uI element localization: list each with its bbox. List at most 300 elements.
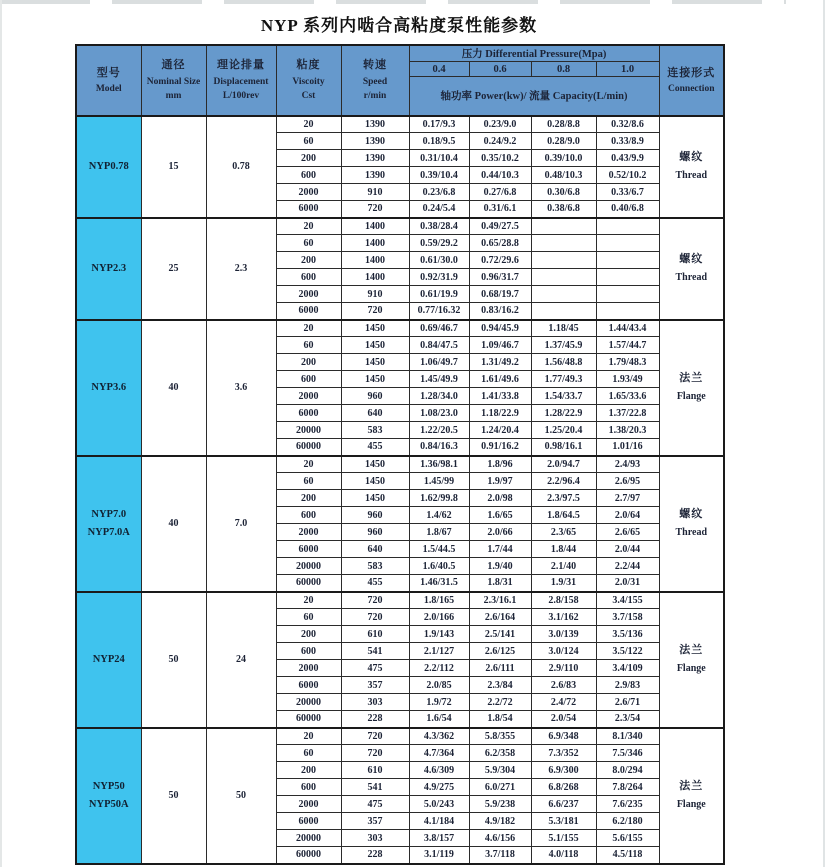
speed-cell: 1450 [341,320,409,337]
power-capacity-cell-p1: 1.9/97 [469,473,531,490]
power-capacity-cell-p0: 3.1/119 [409,847,469,864]
power-capacity-cell-p3: 6.2/180 [596,813,659,830]
viscosity-cell: 6000 [276,405,341,422]
viscosity-cell: 2000 [276,286,341,303]
viscosity-cell: 20 [276,116,341,133]
power-capacity-cell-p2: 5.1/155 [531,830,596,847]
displacement-cell: 50 [206,728,276,864]
power-capacity-cell-p3: 1.38/20.3 [596,422,659,439]
power-capacity-cell-p0: 0.39/10.4 [409,167,469,184]
power-capacity-cell-p3: 0.40/6.8 [596,201,659,218]
power-capacity-cell-p2: 6.8/268 [531,779,596,796]
power-capacity-cell-p2: 2.0/54 [531,711,596,728]
viscosity-cell: 60 [276,473,341,490]
performance-table-wrap [75,44,723,865]
power-capacity-cell-p1: 1.8/54 [469,711,531,728]
header-pressure-1.0: 1.0 [596,62,659,77]
power-capacity-cell-p1: 2.5/141 [469,626,531,643]
power-capacity-cell-p3: 2.3/54 [596,711,659,728]
power-capacity-cell-p3: 2.0/44 [596,541,659,558]
power-capacity-cell-p3: 8.0/294 [596,762,659,779]
viscosity-cell: 60 [276,235,341,252]
power-capacity-cell-p1: 1.7/44 [469,541,531,558]
table-row [76,728,724,745]
displacement-cell: 2.3 [206,218,276,320]
power-capacity-cell-p1: 2.0/98 [469,490,531,507]
power-capacity-cell-p0: 0.84/16.3 [409,439,469,456]
power-capacity-cell-p1: 1.9/40 [469,558,531,575]
power-capacity-cell-p0: 1.9/72 [409,694,469,711]
power-capacity-cell-p0: 5.0/243 [409,796,469,813]
power-capacity-cell-p0: 3.8/157 [409,830,469,847]
power-capacity-cell-p1: 0.24/9.2 [469,133,531,150]
power-capacity-cell-p3: 1.57/44.7 [596,337,659,354]
power-capacity-cell-p2: 6.6/237 [531,796,596,813]
power-capacity-cell-p1: 0.83/16.2 [469,303,531,320]
viscosity-cell: 2000 [276,184,341,201]
power-capacity-cell-p2: 0.30/6.8 [531,184,596,201]
power-capacity-cell-p2: 1.77/49.3 [531,371,596,388]
viscosity-cell: 200 [276,626,341,643]
nominal-size-cell: 40 [141,320,206,456]
speed-cell: 1400 [341,235,409,252]
power-capacity-cell-p1: 0.65/28.8 [469,235,531,252]
power-capacity-cell-p2: 0.39/10.0 [531,150,596,167]
viscosity-cell: 20 [276,456,341,473]
power-capacity-cell-p1: 2.6/125 [469,643,531,660]
power-capacity-cell-p3: 2.6/65 [596,524,659,541]
power-capacity-cell-p0: 4.3/362 [409,728,469,745]
power-capacity-cell-p1: 0.23/9.0 [469,116,531,133]
power-capacity-cell-p2: 3.0/139 [531,626,596,643]
power-capacity-cell-p1: 2.2/72 [469,694,531,711]
viscosity-cell: 6000 [276,677,341,694]
power-capacity-cell-p3: 3.4/155 [596,592,659,609]
viscosity-cell: 20000 [276,558,341,575]
speed-cell: 357 [341,813,409,830]
power-capacity-cell-p1: 0.94/45.9 [469,320,531,337]
connection-cell: 法兰 Flange [659,320,724,456]
viscosity-cell: 6000 [276,813,341,830]
viscosity-cell: 60 [276,609,341,626]
power-capacity-cell-p0: 2.2/112 [409,660,469,677]
viscosity-cell: 600 [276,371,341,388]
power-capacity-cell-p2 [531,303,596,320]
viscosity-cell: 20000 [276,422,341,439]
speed-cell: 960 [341,524,409,541]
speed-cell: 910 [341,286,409,303]
power-capacity-cell-p3: 1.37/22.8 [596,405,659,422]
viscosity-cell: 60000 [276,847,341,864]
power-capacity-cell-p2: 1.25/20.4 [531,422,596,439]
performance-table [75,44,725,865]
viscosity-cell: 600 [276,643,341,660]
power-capacity-cell-p2: 2.3/97.5 [531,490,596,507]
speed-cell: 541 [341,779,409,796]
table-row [76,320,724,337]
power-capacity-cell-p2: 1.28/22.9 [531,405,596,422]
power-capacity-cell-p3 [596,235,659,252]
speed-cell: 1400 [341,269,409,286]
power-capacity-cell-p2: 1.54/33.7 [531,388,596,405]
header-pressure-0.6: 0.6 [469,62,531,77]
power-capacity-cell-p0: 1.62/99.8 [409,490,469,507]
power-capacity-cell-p0: 1.6/54 [409,711,469,728]
speed-cell: 583 [341,558,409,575]
speed-cell: 1450 [341,490,409,507]
model-cell: NYP50 NYP50A [76,728,141,864]
power-capacity-cell-p3: 2.2/44 [596,558,659,575]
power-capacity-cell-p1: 1.09/46.7 [469,337,531,354]
speed-cell: 1390 [341,150,409,167]
power-capacity-cell-p1: 5.9/304 [469,762,531,779]
speed-cell: 228 [341,711,409,728]
power-capacity-cell-p1: 1.6/65 [469,507,531,524]
power-capacity-cell-p0: 1.36/98.1 [409,456,469,473]
nominal-size-cell: 50 [141,592,206,728]
power-capacity-cell-p0: 0.31/10.4 [409,150,469,167]
displacement-cell: 24 [206,592,276,728]
model-cell: NYP2.3 [76,218,141,320]
power-capacity-cell-p0: 1.06/49.7 [409,354,469,371]
header-model: 型号 Model [76,45,141,116]
power-capacity-cell-p2: 0.38/6.8 [531,201,596,218]
speed-cell: 720 [341,728,409,745]
connection-cell: 法兰 Flange [659,592,724,728]
speed-cell: 960 [341,388,409,405]
power-capacity-cell-p0: 1.45/99 [409,473,469,490]
model-cell: NYP7.0 NYP7.0A [76,456,141,592]
viscosity-cell: 20 [276,592,341,609]
viscosity-cell: 60000 [276,575,341,592]
power-capacity-cell-p0: 4.6/309 [409,762,469,779]
table-row [76,456,724,473]
viscosity-cell: 600 [276,167,341,184]
power-capacity-cell-p2: 2.6/83 [531,677,596,694]
power-capacity-cell-p2: 0.48/10.3 [531,167,596,184]
power-capacity-cell-p3: 7.6/235 [596,796,659,813]
viscosity-cell: 2000 [276,660,341,677]
speed-cell: 720 [341,592,409,609]
speed-cell: 1450 [341,337,409,354]
power-capacity-cell-p2 [531,269,596,286]
speed-cell: 720 [341,745,409,762]
speed-cell: 640 [341,405,409,422]
speed-cell: 1450 [341,371,409,388]
power-capacity-cell-p1: 0.91/16.2 [469,439,531,456]
power-capacity-cell-p0: 1.45/49.9 [409,371,469,388]
power-capacity-cell-p2: 2.4/72 [531,694,596,711]
power-capacity-cell-p2 [531,218,596,235]
power-capacity-cell-p3: 2.0/64 [596,507,659,524]
table-body [76,116,724,864]
power-capacity-cell-p1: 0.31/6.1 [469,201,531,218]
table-row [76,116,724,133]
power-capacity-cell-p1: 4.9/182 [469,813,531,830]
table-row [76,218,724,235]
power-capacity-cell-p3: 0.32/8.6 [596,116,659,133]
speed-cell: 455 [341,575,409,592]
viscosity-cell: 20 [276,218,341,235]
power-capacity-cell-p3: 1.65/33.6 [596,388,659,405]
speed-cell: 1450 [341,456,409,473]
displacement-cell: 3.6 [206,320,276,456]
power-capacity-cell-p0: 4.7/364 [409,745,469,762]
power-capacity-cell-p1: 0.96/31.7 [469,269,531,286]
speed-cell: 1400 [341,252,409,269]
speed-cell: 303 [341,694,409,711]
page-title: NYP 系列内啮合高粘度泵性能参数 [260,16,538,35]
header-connection: 连接形式 Connection [659,45,724,116]
viscosity-cell: 2000 [276,524,341,541]
speed-cell: 1450 [341,354,409,371]
power-capacity-cell-p0: 0.18/9.5 [409,133,469,150]
power-capacity-cell-p0: 1.8/67 [409,524,469,541]
power-capacity-cell-p0: 0.59/29.2 [409,235,469,252]
speed-cell: 960 [341,507,409,524]
speed-cell: 720 [341,201,409,218]
power-capacity-cell-p3: 2.6/71 [596,694,659,711]
viscosity-cell: 20000 [276,830,341,847]
viscosity-cell: 200 [276,150,341,167]
power-capacity-cell-p3: 3.7/158 [596,609,659,626]
speed-cell: 1390 [341,167,409,184]
power-capacity-cell-p1: 1.18/22.9 [469,405,531,422]
nominal-size-cell: 50 [141,728,206,864]
power-capacity-cell-p0: 1.4/62 [409,507,469,524]
speed-cell: 640 [341,541,409,558]
viscosity-cell: 20 [276,728,341,745]
power-capacity-cell-p0: 1.08/23.0 [409,405,469,422]
viscosity-cell: 60 [276,133,341,150]
model-cell: NYP0.78 [76,116,141,218]
header-power-capacity: 轴功率 Power(kw)/ 流量 Capacity(L/min) [409,77,659,116]
power-capacity-cell-p2: 6.9/348 [531,728,596,745]
scan-edge-top [0,0,786,4]
viscosity-cell: 20000 [276,694,341,711]
viscosity-cell: 200 [276,762,341,779]
table-row [76,592,724,609]
power-capacity-cell-p0: 4.1/184 [409,813,469,830]
power-capacity-cell-p2: 0.28/8.8 [531,116,596,133]
power-capacity-cell-p0: 1.28/34.0 [409,388,469,405]
model-cell: NYP24 [76,592,141,728]
power-capacity-cell-p1: 1.31/49.2 [469,354,531,371]
power-capacity-cell-p2: 0.28/9.0 [531,133,596,150]
power-capacity-cell-p1: 1.41/33.8 [469,388,531,405]
speed-cell: 1400 [341,218,409,235]
power-capacity-cell-p2: 1.56/48.8 [531,354,596,371]
power-capacity-cell-p3: 1.01/16 [596,439,659,456]
displacement-cell: 7.0 [206,456,276,592]
connection-cell: 螺纹 Thread [659,116,724,218]
speed-cell: 357 [341,677,409,694]
header-pressure-title: 压力 Differential Pressure(Mpa) [409,45,659,62]
power-capacity-cell-p0: 0.38/28.4 [409,218,469,235]
scan-edge-left [0,0,2,867]
power-capacity-cell-p3: 2.9/83 [596,677,659,694]
viscosity-cell: 60000 [276,711,341,728]
power-capacity-cell-p2: 1.8/64.5 [531,507,596,524]
speed-cell: 475 [341,660,409,677]
power-capacity-cell-p3: 1.79/48.3 [596,354,659,371]
power-capacity-cell-p1: 0.27/6.8 [469,184,531,201]
power-capacity-cell-p2: 1.9/31 [531,575,596,592]
power-capacity-cell-p0: 0.17/9.3 [409,116,469,133]
power-capacity-cell-p3: 2.7/97 [596,490,659,507]
power-capacity-cell-p1: 3.7/118 [469,847,531,864]
speed-cell: 1450 [341,473,409,490]
power-capacity-cell-p1: 4.6/156 [469,830,531,847]
nominal-size-cell: 25 [141,218,206,320]
speed-cell: 720 [341,609,409,626]
power-capacity-cell-p0: 0.92/31.9 [409,269,469,286]
power-capacity-cell-p3: 7.8/264 [596,779,659,796]
power-capacity-cell-p1: 2.6/164 [469,609,531,626]
speed-cell: 1390 [341,116,409,133]
speed-cell: 228 [341,847,409,864]
power-capacity-cell-p3 [596,286,659,303]
power-capacity-cell-p0: 0.23/6.8 [409,184,469,201]
power-capacity-cell-p3 [596,303,659,320]
power-capacity-cell-p1: 2.3/84 [469,677,531,694]
header-pressure-0.4: 0.4 [409,62,469,77]
power-capacity-cell-p1: 6.0/271 [469,779,531,796]
speed-cell: 610 [341,762,409,779]
power-capacity-cell-p3 [596,218,659,235]
viscosity-cell: 60000 [276,439,341,456]
power-capacity-cell-p3: 2.4/93 [596,456,659,473]
power-capacity-cell-p0: 0.61/19.9 [409,286,469,303]
power-capacity-cell-p3: 0.33/8.9 [596,133,659,150]
power-capacity-cell-p0: 1.5/44.5 [409,541,469,558]
model-cell: NYP3.6 [76,320,141,456]
power-capacity-cell-p3: 2.6/95 [596,473,659,490]
power-capacity-cell-p2: 6.9/300 [531,762,596,779]
viscosity-cell: 200 [276,252,341,269]
power-capacity-cell-p2: 1.37/45.9 [531,337,596,354]
power-capacity-cell-p0: 1.8/165 [409,592,469,609]
power-capacity-cell-p2: 2.3/65 [531,524,596,541]
power-capacity-cell-p1: 0.35/10.2 [469,150,531,167]
viscosity-cell: 60 [276,337,341,354]
connection-cell: 螺纹 Thread [659,218,724,320]
power-capacity-cell-p1: 2.6/111 [469,660,531,677]
viscosity-cell: 20 [276,320,341,337]
power-capacity-cell-p0: 0.61/30.0 [409,252,469,269]
power-capacity-cell-p3: 7.5/346 [596,745,659,762]
power-capacity-cell-p2: 2.2/96.4 [531,473,596,490]
viscosity-cell: 6000 [276,201,341,218]
power-capacity-cell-p1: 2.0/66 [469,524,531,541]
power-capacity-cell-p2: 3.1/162 [531,609,596,626]
power-capacity-cell-p0: 0.77/16.32 [409,303,469,320]
power-capacity-cell-p1: 0.68/19.7 [469,286,531,303]
power-capacity-cell-p1: 1.24/20.4 [469,422,531,439]
power-capacity-cell-p0: 4.9/275 [409,779,469,796]
power-capacity-cell-p1: 1.8/31 [469,575,531,592]
viscosity-cell: 2000 [276,796,341,813]
power-capacity-cell-p0: 2.1/127 [409,643,469,660]
power-capacity-cell-p2 [531,286,596,303]
power-capacity-cell-p3: 3.5/136 [596,626,659,643]
power-capacity-cell-p2 [531,252,596,269]
power-capacity-cell-p2: 2.0/94.7 [531,456,596,473]
power-capacity-cell-p3: 8.1/340 [596,728,659,745]
power-capacity-cell-p3: 0.33/6.7 [596,184,659,201]
power-capacity-cell-p3 [596,252,659,269]
scan-edge-right [823,0,825,867]
power-capacity-cell-p3: 5.6/155 [596,830,659,847]
power-capacity-cell-p2: 5.3/181 [531,813,596,830]
power-capacity-cell-p0: 1.6/40.5 [409,558,469,575]
viscosity-cell: 200 [276,354,341,371]
header-nominal-size: 通径 Nominal Size mm [141,45,206,116]
viscosity-cell: 2000 [276,388,341,405]
speed-cell: 910 [341,184,409,201]
viscosity-cell: 600 [276,779,341,796]
power-capacity-cell-p3: 0.52/10.2 [596,167,659,184]
connection-cell: 螺纹 Thread [659,456,724,592]
power-capacity-cell-p3: 1.44/43.4 [596,320,659,337]
power-capacity-cell-p0: 0.69/46.7 [409,320,469,337]
power-capacity-cell-p2: 1.18/45 [531,320,596,337]
speed-cell: 1390 [341,133,409,150]
speed-cell: 583 [341,422,409,439]
power-capacity-cell-p2: 2.8/158 [531,592,596,609]
viscosity-cell: 6000 [276,541,341,558]
power-capacity-cell-p3: 1.93/49 [596,371,659,388]
power-capacity-cell-p0: 1.9/143 [409,626,469,643]
speed-cell: 541 [341,643,409,660]
power-capacity-cell-p1: 6.2/358 [469,745,531,762]
power-capacity-cell-p0: 2.0/166 [409,609,469,626]
header-viscosity: 粘度 Viscoity Cst [276,45,341,116]
power-capacity-cell-p2: 2.9/110 [531,660,596,677]
header-displacement: 理论排量 Displacement L/100rev [206,45,276,116]
power-capacity-cell-p0: 0.24/5.4 [409,201,469,218]
power-capacity-cell-p0: 1.46/31.5 [409,575,469,592]
power-capacity-cell-p3: 4.5/118 [596,847,659,864]
speed-cell: 610 [341,626,409,643]
power-capacity-cell-p0: 2.0/85 [409,677,469,694]
power-capacity-cell-p3: 3.5/122 [596,643,659,660]
power-capacity-cell-p3: 0.43/9.9 [596,150,659,167]
power-capacity-cell-p1: 5.8/355 [469,728,531,745]
power-capacity-cell-p1: 2.3/16.1 [469,592,531,609]
power-capacity-cell-p2: 1.8/44 [531,541,596,558]
power-capacity-cell-p2: 7.3/352 [531,745,596,762]
viscosity-cell: 600 [276,269,341,286]
table-header [76,45,724,116]
power-capacity-cell-p2 [531,235,596,252]
viscosity-cell: 60 [276,745,341,762]
viscosity-cell: 6000 [276,303,341,320]
power-capacity-cell-p1: 1.8/96 [469,456,531,473]
power-capacity-cell-p3: 2.0/31 [596,575,659,592]
power-capacity-cell-p2: 0.98/16.1 [531,439,596,456]
power-capacity-cell-p1: 0.49/27.5 [469,218,531,235]
power-capacity-cell-p2: 3.0/124 [531,643,596,660]
power-capacity-cell-p1: 0.72/29.6 [469,252,531,269]
power-capacity-cell-p1: 5.9/238 [469,796,531,813]
viscosity-cell: 600 [276,507,341,524]
power-capacity-cell-p0: 1.22/20.5 [409,422,469,439]
power-capacity-cell-p2: 2.1/40 [531,558,596,575]
nominal-size-cell: 15 [141,116,206,218]
power-capacity-cell-p0: 0.84/47.5 [409,337,469,354]
header-pressure-0.8: 0.8 [531,62,596,77]
